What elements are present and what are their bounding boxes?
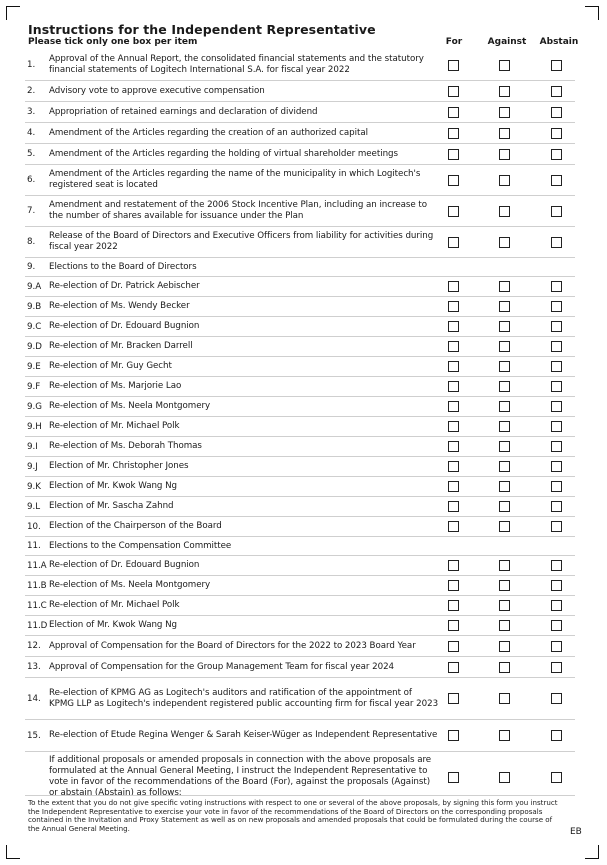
- abstain-checkbox[interactable]: [551, 730, 562, 741]
- abstain-checkbox[interactable]: [551, 772, 562, 783]
- abstain-checkbox[interactable]: [551, 361, 562, 372]
- abstain-checkbox[interactable]: [551, 600, 562, 611]
- item-number: 9.G: [27, 401, 42, 412]
- against-checkbox[interactable]: [499, 600, 510, 611]
- for-checkbox[interactable]: [448, 237, 459, 248]
- item-number: 4.: [27, 128, 36, 138]
- item-number: 9.A: [27, 281, 42, 292]
- item-text: Re-election of Ms. Neela Montgomery: [49, 580, 211, 591]
- item-number: 9.J: [27, 461, 38, 472]
- item-text: Release of the Board of Directors and Executive Officers from liability for activities during fiscal year 2022: [49, 231, 434, 252]
- table-row: [25, 357, 575, 377]
- item-text: Advisory vote to approve executive compensation: [49, 85, 265, 96]
- against-checkbox[interactable]: [499, 149, 510, 160]
- abstain-checkbox[interactable]: [551, 237, 562, 248]
- item-number: 9.C: [27, 321, 42, 332]
- item-text: Election of the Chairperson of the Board: [49, 521, 222, 532]
- item-text: Elections to the Board of Directors: [49, 261, 197, 272]
- item-text: Election of Mr. Kwok Wang Ng: [49, 481, 178, 492]
- item-number: 9.L: [27, 501, 40, 512]
- abstain-checkbox[interactable]: [551, 86, 562, 97]
- footer-note: To the extent that you do not give specific voting instructions with respect to one or several of the above proposals, by signing this form you instruct the Independent Representative to exercise your vote in favor of the recommendations of the Board of Directors on the corresponding proposals contained in the Invitation and Proxy Statement as well as on new proposals and amended proposals that could be formulated during the course of the Annual General Meeting.: [28, 798, 558, 833]
- item-text: Election of Mr. Sascha Zahnd: [49, 501, 174, 512]
- item-text: Amendment of the Articles regarding the holding of virtual shareholder meetings: [49, 148, 398, 159]
- against-checkbox[interactable]: [499, 86, 510, 97]
- table-row: [25, 377, 575, 397]
- against-checkbox[interactable]: [499, 461, 510, 472]
- abstain-checkbox[interactable]: [551, 421, 562, 432]
- table-row: [25, 417, 575, 437]
- for-checkbox[interactable]: [448, 60, 459, 71]
- for-checkbox[interactable]: [448, 501, 459, 512]
- table-row: [25, 457, 575, 477]
- table-row: [25, 123, 575, 144]
- table-row: [25, 596, 575, 616]
- table-row: [25, 144, 575, 165]
- against-checkbox[interactable]: [499, 441, 510, 452]
- abstain-checkbox[interactable]: [551, 641, 562, 652]
- item-number: 5.: [27, 149, 36, 159]
- table-row: [25, 258, 575, 277]
- table-row: [25, 497, 575, 517]
- item-text: Re-election of Mr. Guy Gecht: [49, 361, 172, 372]
- against-checkbox[interactable]: [499, 641, 510, 652]
- item-text: Re-election of Ms. Neela Montgomery: [49, 401, 211, 412]
- item-text: Amendment of the Articles regarding the creation of an authorized capital: [49, 127, 368, 138]
- abstain-checkbox[interactable]: [551, 461, 562, 472]
- against-checkbox[interactable]: [499, 128, 510, 139]
- against-checkbox[interactable]: [499, 580, 510, 591]
- against-checkbox[interactable]: [499, 281, 510, 292]
- for-checkbox[interactable]: [448, 641, 459, 652]
- footer-divider: [25, 795, 575, 796]
- table-row: [25, 678, 575, 720]
- item-text: Re-election of Ms. Deborah Thomas: [49, 441, 202, 452]
- for-checkbox[interactable]: [448, 580, 459, 591]
- abstain-checkbox[interactable]: [551, 401, 562, 412]
- item-text: Amendment of the Articles regarding the name of the municipality in which Logitech's registered seat is located: [49, 169, 421, 190]
- abstain-checkbox[interactable]: [551, 206, 562, 217]
- form-subtitle: Please tick only one box per item: [28, 37, 198, 47]
- for-checkbox[interactable]: [448, 600, 459, 611]
- abstain-checkbox[interactable]: [551, 521, 562, 532]
- table-row: [25, 102, 575, 123]
- table-row: [25, 397, 575, 417]
- for-checkbox[interactable]: [448, 620, 459, 631]
- item-number: 10.: [27, 521, 41, 532]
- abstain-checkbox[interactable]: [551, 560, 562, 571]
- item-number: 9.D: [27, 341, 42, 352]
- for-checkbox[interactable]: [448, 560, 459, 571]
- against-checkbox[interactable]: [499, 107, 510, 118]
- for-checkbox[interactable]: [448, 401, 459, 412]
- item-number: 9.H: [27, 421, 42, 432]
- abstain-checkbox[interactable]: [551, 481, 562, 492]
- for-checkbox[interactable]: [448, 441, 459, 452]
- item-number: 8.: [27, 237, 36, 247]
- abstain-checkbox[interactable]: [551, 149, 562, 160]
- item-number: 6.: [27, 175, 36, 185]
- against-checkbox[interactable]: [499, 381, 510, 392]
- item-number: 9.E: [27, 361, 41, 372]
- against-checkbox[interactable]: [499, 620, 510, 631]
- table-row: [25, 337, 575, 357]
- item-number: 12.: [27, 641, 41, 651]
- against-checkbox[interactable]: [499, 693, 510, 704]
- item-text: Re-election of Dr. Patrick Aebischer: [49, 281, 200, 292]
- against-checkbox[interactable]: [499, 421, 510, 432]
- item-text: Re-election of Mr. Bracken Darrell: [49, 341, 193, 352]
- against-checkbox[interactable]: [499, 361, 510, 372]
- crop-mark-bottom-right: [585, 845, 599, 859]
- column-header-abstain: Abstain: [539, 37, 579, 47]
- item-text: Approval of Compensation for the Board of Directors for the 2022 to 2023 Board Year: [49, 640, 416, 651]
- table-row: [25, 537, 575, 556]
- for-checkbox[interactable]: [448, 301, 459, 312]
- table-row: [25, 50, 575, 81]
- item-text: Re-election of Etude Regina Wenger & Sarah Keiser-Wüger as Independent Representative: [49, 730, 438, 741]
- for-checkbox[interactable]: [448, 421, 459, 432]
- item-text: Appropriation of retained earnings and declaration of dividend: [49, 106, 318, 117]
- item-text: Approval of Compensation for the Group Management Team for fiscal year 2024: [49, 661, 395, 672]
- abstain-checkbox[interactable]: [551, 281, 562, 292]
- for-checkbox[interactable]: [448, 86, 459, 97]
- for-checkbox[interactable]: [448, 321, 459, 332]
- table-row: [25, 517, 575, 537]
- item-text: Re-election of Dr. Edouard Bugnion: [49, 321, 200, 332]
- for-checkbox[interactable]: [448, 693, 459, 704]
- item-text: Re-election of KPMG AG as Logitech's auditors and ratification of the appointment of KPMG LLP as Logitech's independent registered public accounting firm for fiscal year 2023: [49, 687, 439, 709]
- item-text: Elections to the Compensation Committee: [49, 540, 232, 551]
- column-header-against: Against: [487, 37, 527, 47]
- for-checkbox[interactable]: [448, 107, 459, 118]
- against-checkbox[interactable]: [499, 730, 510, 741]
- crop-mark-bottom-left: [6, 845, 20, 859]
- table-row: [25, 227, 575, 258]
- item-number: 1.: [27, 60, 36, 70]
- abstain-checkbox[interactable]: [551, 128, 562, 139]
- crop-mark-top-left: [6, 6, 20, 20]
- voting-items-list: [25, 50, 575, 802]
- against-checkbox[interactable]: [499, 321, 510, 332]
- against-checkbox[interactable]: [499, 521, 510, 532]
- form-title: Instructions for the Independent Representative: [28, 22, 376, 37]
- item-number: 9.K: [27, 481, 41, 492]
- abstain-checkbox[interactable]: [551, 341, 562, 352]
- abstain-checkbox[interactable]: [551, 60, 562, 71]
- abstain-checkbox[interactable]: [551, 662, 562, 673]
- for-checkbox[interactable]: [448, 341, 459, 352]
- item-text: Approval of the Annual Report, the consolidated financial statements and the statutory financial statements of Logitech International S.A. for fiscal year 2022: [49, 54, 424, 75]
- form-code: EB: [570, 827, 582, 837]
- crop-mark-top-right: [585, 6, 599, 20]
- item-number: 15.: [27, 730, 41, 741]
- item-number: 2.: [27, 86, 36, 96]
- for-checkbox[interactable]: [448, 175, 459, 186]
- table-row: [25, 437, 575, 457]
- table-row: [25, 477, 575, 497]
- for-checkbox[interactable]: [448, 481, 459, 492]
- for-checkbox[interactable]: [448, 662, 459, 673]
- item-number: 9.B: [27, 301, 42, 312]
- abstain-checkbox[interactable]: [551, 693, 562, 704]
- table-row: [25, 317, 575, 337]
- against-checkbox[interactable]: [499, 401, 510, 412]
- table-row: [25, 657, 575, 678]
- table-row: [25, 81, 575, 102]
- for-checkbox[interactable]: [448, 730, 459, 741]
- item-text: Re-election of Mr. Michael Polk: [49, 600, 180, 611]
- item-text: Re-election of Ms. Wendy Becker: [49, 301, 190, 312]
- table-row: [25, 720, 575, 752]
- abstain-checkbox[interactable]: [551, 107, 562, 118]
- against-checkbox[interactable]: [499, 560, 510, 571]
- item-text: Re-election of Ms. Marjorie Lao: [49, 381, 182, 392]
- for-checkbox[interactable]: [448, 206, 459, 217]
- table-row: [25, 556, 575, 576]
- against-checkbox[interactable]: [499, 481, 510, 492]
- against-checkbox[interactable]: [499, 341, 510, 352]
- item-number: 11.B: [27, 580, 47, 591]
- abstain-checkbox[interactable]: [551, 501, 562, 512]
- for-checkbox[interactable]: [448, 149, 459, 160]
- for-checkbox[interactable]: [448, 361, 459, 372]
- item-number: 9.: [27, 262, 36, 272]
- item-text: Election of Mr. Christopher Jones: [49, 461, 189, 472]
- item-number: 11.A: [27, 560, 47, 571]
- against-checkbox[interactable]: [499, 206, 510, 217]
- abstain-checkbox[interactable]: [551, 381, 562, 392]
- against-checkbox[interactable]: [499, 60, 510, 71]
- item-number: 11.D: [27, 620, 48, 631]
- for-checkbox[interactable]: [448, 281, 459, 292]
- for-checkbox[interactable]: [448, 128, 459, 139]
- against-checkbox[interactable]: [499, 772, 510, 783]
- table-row: [25, 616, 575, 636]
- against-checkbox[interactable]: [499, 301, 510, 312]
- table-row: [25, 576, 575, 596]
- item-text: Re-election of Mr. Michael Polk: [49, 421, 180, 432]
- item-text: If additional proposals or amended proposals in connection with the above proposals are formulated at the Annual General Meeting, I instruct the Independent Representative to vote in favor of the recommendations of the Board (For), against the proposals (Against) or abstain (Abstain) as follows:: [49, 755, 432, 798]
- table-row: [25, 196, 575, 227]
- table-row: [25, 277, 575, 297]
- item-number: 3.: [27, 107, 36, 117]
- item-number: 11.: [27, 541, 41, 551]
- abstain-checkbox[interactable]: [551, 301, 562, 312]
- for-checkbox[interactable]: [448, 772, 459, 783]
- against-checkbox[interactable]: [499, 662, 510, 673]
- abstain-checkbox[interactable]: [551, 175, 562, 186]
- item-text: Re-election of Dr. Edouard Bugnion: [49, 560, 200, 571]
- abstain-checkbox[interactable]: [551, 620, 562, 631]
- abstain-checkbox[interactable]: [551, 580, 562, 591]
- item-number: 14.: [27, 693, 41, 704]
- table-row: [25, 636, 575, 657]
- table-row: [25, 165, 575, 196]
- against-checkbox[interactable]: [499, 501, 510, 512]
- abstain-checkbox[interactable]: [551, 441, 562, 452]
- abstain-checkbox[interactable]: [551, 321, 562, 332]
- column-header-for: For: [445, 37, 463, 47]
- item-text: Election of Mr. Kwok Wang Ng: [49, 620, 178, 631]
- item-number: 9.F: [27, 381, 41, 392]
- item-text: Amendment and restatement of the 2006 Stock Incentive Plan, including an increase to the number of shares available for issuance under the Plan: [49, 200, 427, 221]
- for-checkbox[interactable]: [448, 461, 459, 472]
- item-number: 9.I: [27, 441, 38, 452]
- item-number: 13.: [27, 662, 41, 672]
- for-checkbox[interactable]: [448, 521, 459, 532]
- item-number: 7.: [27, 206, 36, 216]
- item-number: 11.C: [27, 600, 47, 611]
- against-checkbox[interactable]: [499, 237, 510, 248]
- against-checkbox[interactable]: [499, 175, 510, 186]
- table-row: [25, 297, 575, 317]
- for-checkbox[interactable]: [448, 381, 459, 392]
